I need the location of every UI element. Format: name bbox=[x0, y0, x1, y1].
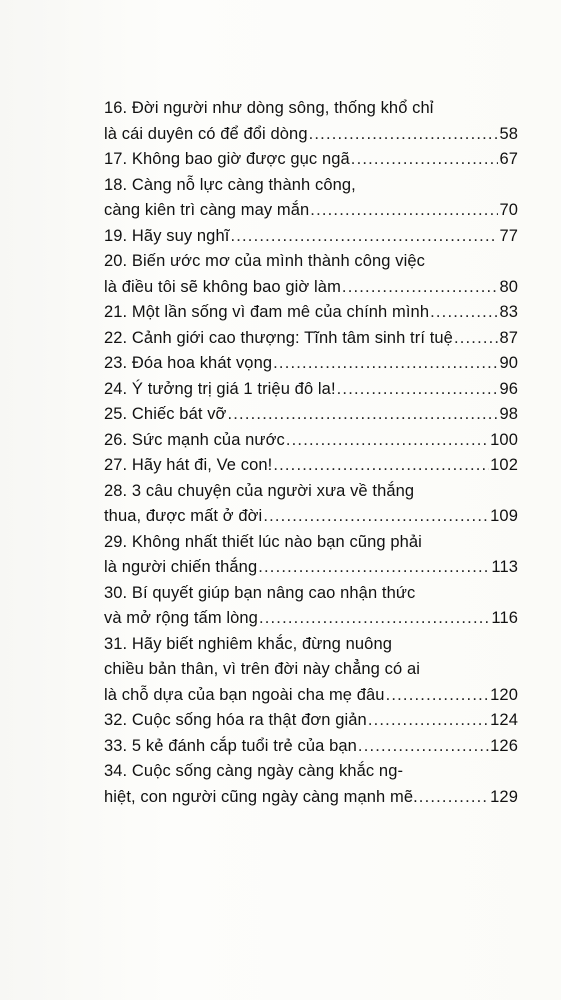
toc-entry-last-line bbox=[104, 351, 518, 377]
toc-entry bbox=[104, 326, 518, 352]
table-of-contents bbox=[104, 96, 518, 810]
toc-page-number: 124 bbox=[490, 711, 518, 729]
toc-page-number: 96 bbox=[499, 379, 518, 398]
dot-leader bbox=[273, 453, 489, 479]
dot-leader bbox=[286, 428, 489, 454]
dot-leader bbox=[310, 198, 498, 224]
toc-entry bbox=[104, 402, 518, 428]
toc-entry-last-line bbox=[104, 734, 518, 760]
dot-leader bbox=[430, 300, 498, 326]
dot-leader bbox=[342, 275, 499, 301]
toc-entry-title: 18. Càng nỗ lực càng thành công, bbox=[104, 175, 356, 194]
toc-page-number: 80 bbox=[499, 277, 518, 296]
toc-entry-title: là chỗ dựa của bạn ngoài cha mẹ đâu bbox=[104, 685, 385, 704]
toc-entry-last-line bbox=[104, 428, 518, 454]
toc-entry-title: 19. Hãy suy nghĩ bbox=[104, 226, 230, 245]
toc-entry-line bbox=[104, 657, 518, 683]
toc-page-number: 109 bbox=[490, 507, 518, 525]
dot-leader bbox=[258, 555, 490, 581]
dot-leader bbox=[454, 326, 499, 352]
toc-entry-title: 31. Hãy biết nghiêm khắc, đừng nuông bbox=[104, 634, 392, 653]
toc-entry-line bbox=[104, 530, 518, 556]
toc-entry-title: 20. Biến ước mơ của mình thành công việc bbox=[104, 252, 426, 270]
dot-leader bbox=[386, 683, 490, 709]
toc-page-number: 116 bbox=[491, 609, 518, 627]
dot-leader bbox=[419, 785, 489, 811]
toc-entry-title: 34. Cuộc sống càng ngày càng khắc ng- bbox=[104, 762, 404, 780]
toc-entry-last-line bbox=[104, 683, 518, 709]
toc-entry bbox=[104, 224, 518, 250]
toc-entry-title: 26. Sức mạnh của nước bbox=[104, 430, 285, 449]
toc-page-number: 77 bbox=[499, 226, 518, 245]
toc-entry-title: 16. Đời người như dòng sông, thống khổ chỉ bbox=[104, 99, 434, 117]
toc-entry-line bbox=[104, 173, 518, 199]
toc-page-number: 87 bbox=[499, 328, 518, 347]
toc-entry-title: là cái duyên có để đổi dòng bbox=[104, 124, 308, 143]
toc-entry-title: 32. Cuộc sống hóa ra thật đơn giản bbox=[104, 711, 367, 729]
toc-page-number: 100 bbox=[490, 430, 518, 449]
toc-page-number: 58 bbox=[499, 124, 518, 143]
toc-entry-last-line bbox=[104, 147, 518, 173]
toc-entry bbox=[104, 530, 518, 581]
toc-entry-title: 29. Không nhất thiết lúc nào bạn cũng phải bbox=[104, 532, 422, 551]
toc-entry-last-line bbox=[104, 198, 518, 224]
toc-entry bbox=[104, 734, 518, 760]
dot-leader bbox=[368, 708, 489, 734]
dot-leader bbox=[309, 122, 499, 148]
dot-leader bbox=[273, 351, 498, 377]
toc-entry-last-line bbox=[104, 708, 518, 734]
toc-page-number: 113 bbox=[491, 558, 518, 576]
toc-entry-title: 28. 3 câu chuyện của người xưa về thắng bbox=[104, 481, 415, 500]
toc-entry bbox=[104, 479, 518, 530]
toc-entry-title: là người chiến thắng bbox=[104, 558, 258, 576]
toc-entry-line bbox=[104, 249, 518, 275]
toc-page-number: 98 bbox=[499, 405, 518, 423]
toc-entry-title: chiều bản thân, vì trên đời này chẳng có ai bbox=[104, 660, 420, 678]
toc-entry bbox=[104, 300, 518, 326]
toc-entry-line bbox=[104, 96, 518, 122]
toc-entry-title: 17. Không bao giờ được gục ngã bbox=[104, 150, 350, 168]
toc-entry-title: và mở rộng tấm lòng bbox=[104, 609, 258, 627]
toc-entry bbox=[104, 147, 518, 173]
toc-entry-last-line bbox=[104, 785, 518, 811]
dot-leader bbox=[337, 377, 499, 403]
toc-page-number: 83 bbox=[499, 303, 518, 321]
toc-entry bbox=[104, 632, 518, 709]
dot-leader bbox=[351, 147, 499, 173]
dot-leader bbox=[263, 504, 489, 530]
toc-entry bbox=[104, 96, 518, 147]
dot-leader bbox=[230, 224, 498, 250]
toc-entry-title: 24. Ý tưởng trị giá 1 triệu đô la! bbox=[104, 379, 336, 398]
toc-page-number: 120 bbox=[490, 685, 518, 704]
toc-entry-title: 22. Cảnh giới cao thượng: Tĩnh tâm sinh trí tuệ bbox=[104, 328, 453, 347]
toc-entry-last-line bbox=[104, 326, 518, 352]
toc-entry bbox=[104, 249, 518, 300]
toc-entry-title: 23. Đóa hoa khát vọng bbox=[104, 354, 273, 372]
toc-entry-title: 25. Chiếc bát vỡ bbox=[104, 405, 227, 423]
toc-entry bbox=[104, 377, 518, 403]
toc-entry-last-line bbox=[104, 402, 518, 428]
toc-entry-last-line bbox=[104, 453, 518, 479]
toc-entry-title: 21. Một lần sống vì đam mê của chính mình bbox=[104, 303, 430, 321]
dot-leader bbox=[358, 734, 489, 760]
toc-entry-last-line bbox=[104, 122, 518, 148]
toc-entry bbox=[104, 351, 518, 377]
toc-page-number: 129 bbox=[490, 787, 518, 806]
toc-entry bbox=[104, 708, 518, 734]
dot-leader bbox=[259, 606, 490, 632]
toc-entry-last-line bbox=[104, 377, 518, 403]
toc-entry-title: là điều tôi sẽ không bao giờ làm bbox=[104, 277, 341, 296]
toc-entry-line bbox=[104, 479, 518, 505]
toc-entry bbox=[104, 453, 518, 479]
toc-entry-line bbox=[104, 759, 518, 785]
toc-entry-last-line bbox=[104, 504, 518, 530]
toc-entry-last-line bbox=[104, 555, 518, 581]
toc-page-number: 70 bbox=[499, 201, 518, 219]
toc-entry bbox=[104, 759, 518, 810]
toc-entry bbox=[104, 581, 518, 632]
toc-entry-line bbox=[104, 632, 518, 658]
toc-entry-title: 27. Hãy hát đi, Ve con! bbox=[104, 456, 273, 474]
toc-entry-line bbox=[104, 581, 518, 607]
dot-leader bbox=[227, 402, 498, 428]
toc-entry-last-line bbox=[104, 224, 518, 250]
toc-entry-title: 33. 5 kẻ đánh cắp tuổi trẻ của bạn bbox=[104, 736, 357, 755]
toc-entry bbox=[104, 173, 518, 224]
toc-entry-title: hiệt, con người cũng ngày càng mạnh mẽ. bbox=[104, 787, 418, 806]
toc-page-number: 126 bbox=[490, 736, 518, 755]
toc-page-number: 102 bbox=[490, 456, 518, 474]
toc-entry-title: càng kiên trì càng may mắn bbox=[104, 201, 310, 219]
toc-entry-title: thua, được mất ở đời bbox=[104, 507, 263, 525]
toc-entry-last-line bbox=[104, 606, 518, 632]
toc-entry-last-line bbox=[104, 275, 518, 301]
toc-page-number: 67 bbox=[499, 150, 518, 168]
toc-entry-last-line bbox=[104, 300, 518, 326]
toc-page-number: 90 bbox=[499, 354, 518, 372]
toc-entry-title: 30. Bí quyết giúp bạn nâng cao nhận thức bbox=[104, 583, 416, 602]
toc-entry bbox=[104, 428, 518, 454]
